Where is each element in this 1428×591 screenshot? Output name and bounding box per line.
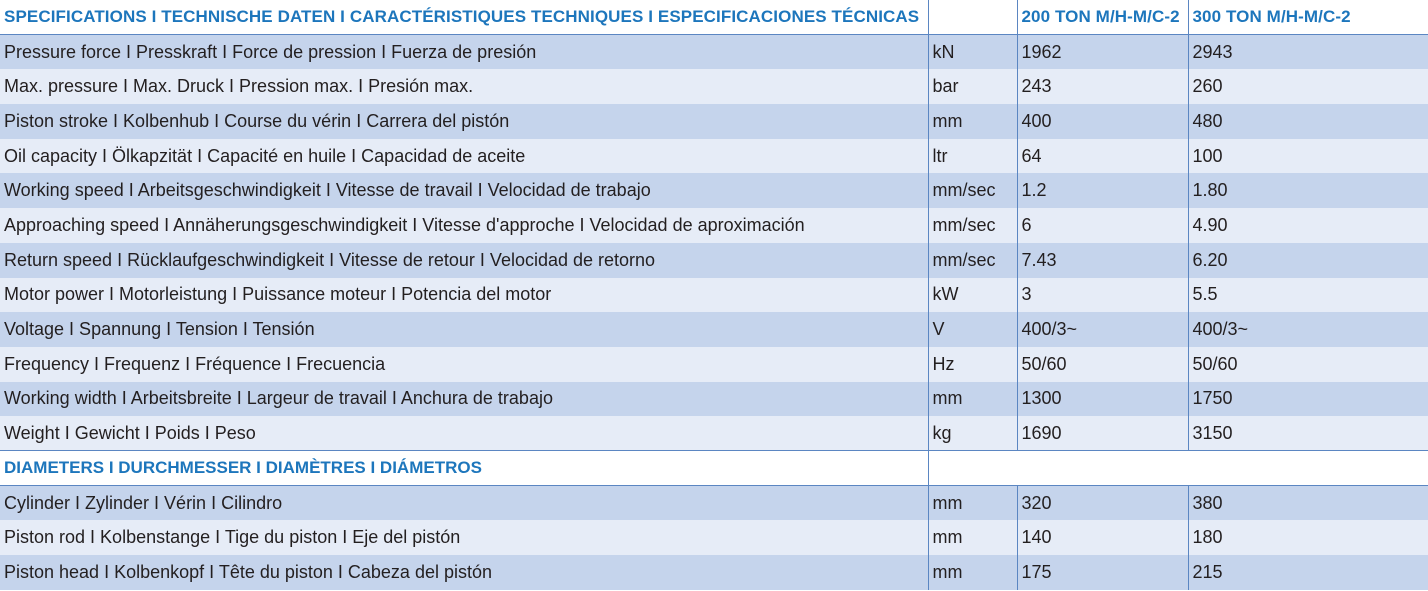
table-row [0, 173, 1428, 208]
model-b-header: 300 TON M/H-M/C-2 [1188, 0, 1428, 35]
row-value-model-a: 400 [1017, 104, 1188, 139]
row-value-model-b: 6.20 [1188, 243, 1428, 278]
row-value-model-b: 480 [1188, 104, 1428, 139]
row-unit: kW [928, 278, 1017, 313]
row-label: Weight I Gewicht I Poids I Peso [0, 416, 928, 451]
row-value-model-a: 1300 [1017, 382, 1188, 417]
row-unit: bar [928, 69, 1017, 104]
table-row [0, 243, 1428, 278]
row-value-model-a: 140 [1017, 520, 1188, 555]
row-unit: mm/sec [928, 173, 1017, 208]
row-label: Approaching speed I Annäherungsgeschwindigkeit I Vitesse d'approche I Velocidad de aproximación [0, 208, 928, 243]
diameters-header-blank [928, 451, 1428, 486]
row-label: Working width I Arbeitsbreite I Largeur de travail I Anchura de trabajo [0, 382, 928, 417]
row-value-model-b: 3150 [1188, 416, 1428, 451]
diameters-header-row [0, 451, 1428, 486]
row-value-model-b: 1.80 [1188, 173, 1428, 208]
row-unit: mm [928, 555, 1017, 590]
row-label: Pressure force I Presskraft I Force de pression I Fuerza de presión [0, 35, 928, 70]
row-value-model-b: 380 [1188, 486, 1428, 521]
row-value-model-b: 180 [1188, 520, 1428, 555]
row-label: Return speed I Rücklaufgeschwindigkeit I Vitesse de retour I Velocidad de retorno [0, 243, 928, 278]
row-value-model-a: 400/3~ [1017, 312, 1188, 347]
table-row [0, 486, 1428, 521]
row-value-model-a: 1.2 [1017, 173, 1188, 208]
unit-header [928, 0, 1017, 35]
row-value-model-a: 175 [1017, 555, 1188, 590]
row-value-model-b: 215 [1188, 555, 1428, 590]
row-label: Frequency I Frequenz I Fréquence I Frecuencia [0, 347, 928, 382]
row-value-model-a: 6 [1017, 208, 1188, 243]
row-label: Voltage I Spannung I Tension I Tensión [0, 312, 928, 347]
row-value-model-b: 1750 [1188, 382, 1428, 417]
row-unit: mm/sec [928, 243, 1017, 278]
row-value-model-a: 320 [1017, 486, 1188, 521]
row-label: Oil capacity I Ölkapzität I Capacité en huile I Capacidad de aceite [0, 139, 928, 174]
row-unit: mm [928, 104, 1017, 139]
row-value-model-a: 243 [1017, 69, 1188, 104]
row-unit: kg [928, 416, 1017, 451]
row-unit: mm [928, 382, 1017, 417]
table-row [0, 69, 1428, 104]
row-label: Piston stroke I Kolbenhub I Course du vérin I Carrera del pistón [0, 104, 928, 139]
table-row [0, 416, 1428, 451]
table-row [0, 555, 1428, 590]
row-value-model-b: 4.90 [1188, 208, 1428, 243]
table-row [0, 278, 1428, 313]
row-value-model-a: 1962 [1017, 35, 1188, 70]
row-label: Max. pressure I Max. Druck I Pression max. I Presión max. [0, 69, 928, 104]
row-value-model-b: 100 [1188, 139, 1428, 174]
row-unit: ltr [928, 139, 1017, 174]
row-label: Piston head I Kolbenkopf I Tête du piston I Cabeza del pistón [0, 555, 928, 590]
table-row [0, 382, 1428, 417]
row-unit: V [928, 312, 1017, 347]
model-a-header: 200 TON M/H-M/C-2 [1017, 0, 1188, 35]
row-value-model-a: 64 [1017, 139, 1188, 174]
row-value-model-a: 50/60 [1017, 347, 1188, 382]
row-value-model-b: 50/60 [1188, 347, 1428, 382]
row-label: Piston rod I Kolbenstange I Tige du piston I Eje del pistón [0, 520, 928, 555]
specifications-header: SPECIFICATIONS I TECHNISCHE DATEN I CARACTÉRISTIQUES TECHNIQUES I ESPECIFICACIONES TÉCNICAS [0, 0, 928, 35]
row-unit: mm [928, 486, 1017, 521]
row-label: Motor power I Motorleistung I Puissance moteur I Potencia del motor [0, 278, 928, 313]
table-row [0, 139, 1428, 174]
row-unit: mm [928, 520, 1017, 555]
table-row [0, 520, 1428, 555]
table-row [0, 312, 1428, 347]
row-value-model-b: 5.5 [1188, 278, 1428, 313]
row-value-model-b: 260 [1188, 69, 1428, 104]
table-row [0, 35, 1428, 70]
table-row [0, 104, 1428, 139]
row-value-model-a: 7.43 [1017, 243, 1188, 278]
row-unit: kN [928, 35, 1017, 70]
row-label: Working speed I Arbeitsgeschwindigkeit I Vitesse de travail I Velocidad de trabajo [0, 173, 928, 208]
row-unit: mm/sec [928, 208, 1017, 243]
table-header-row [0, 0, 1428, 35]
row-label: Cylinder I Zylinder I Vérin I Cilindro [0, 486, 928, 521]
row-value-model-b: 2943 [1188, 35, 1428, 70]
row-unit: Hz [928, 347, 1017, 382]
table-row [0, 208, 1428, 243]
diameters-header: DIAMETERS I DURCHMESSER I DIAMÈTRES I DIÁMETROS [0, 451, 928, 486]
table-row [0, 347, 1428, 382]
row-value-model-a: 3 [1017, 278, 1188, 313]
row-value-model-b: 400/3~ [1188, 312, 1428, 347]
row-value-model-a: 1690 [1017, 416, 1188, 451]
